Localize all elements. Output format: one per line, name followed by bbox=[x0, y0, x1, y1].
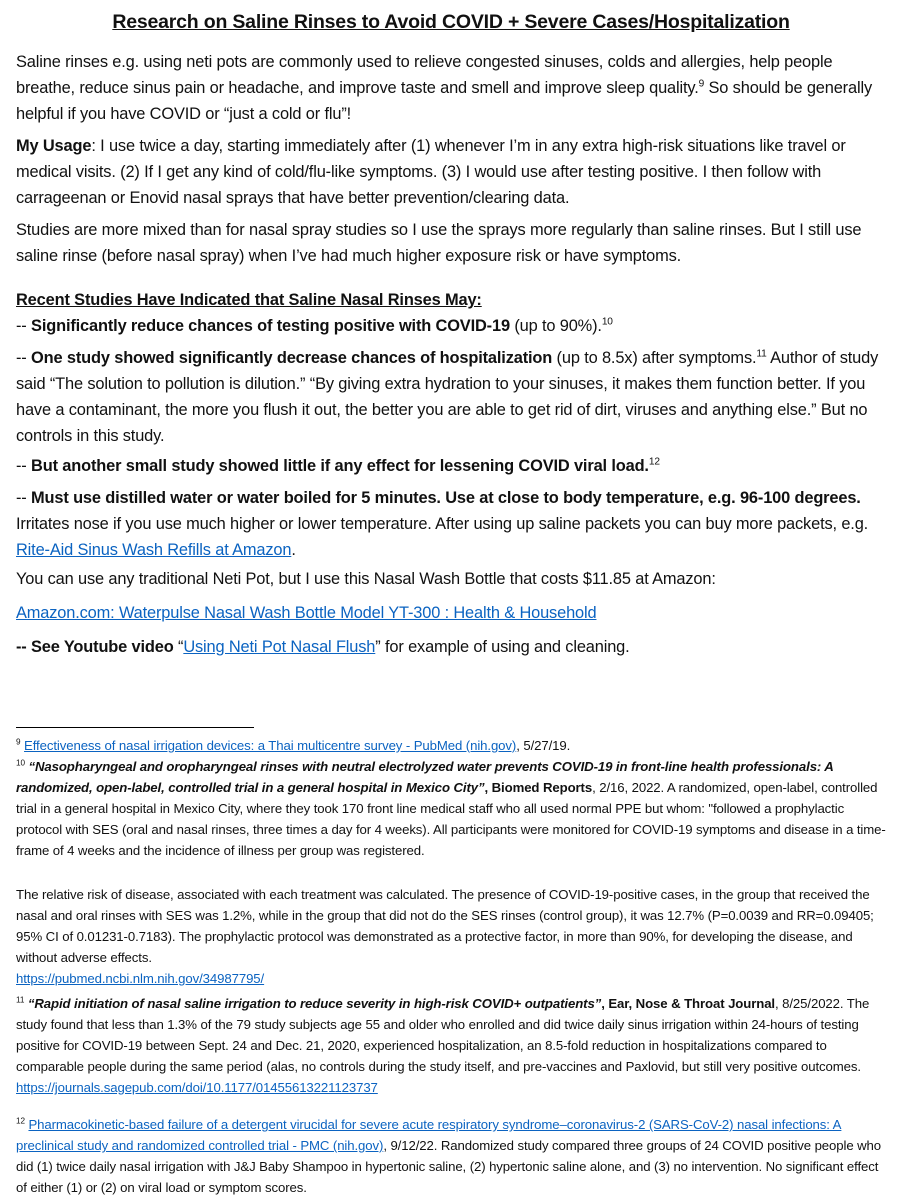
footnote-text: , 9/12/22. Randomized study compared three groups of 24 COVID positive people who did (1) twice daily nasal irrigation with J&J Baby Shampoo in hypertonic saline, (2) hypertonic saline alone, and (3) no intervention. No significant effect of either (1) or (2) on viral load or symptom scores. bbox=[16, 1138, 882, 1195]
bullet-end: . bbox=[291, 541, 296, 559]
footnote-number: 9 bbox=[16, 737, 21, 747]
bullet-text: (up to 90%). bbox=[509, 317, 602, 335]
footnote-title: “Rapid initiation of nasal saline irrigation to reduce severity in high-risk COVID+ outpatients” bbox=[24, 996, 602, 1011]
bullet-text: (up to 8.5x) after symptoms. bbox=[552, 349, 757, 367]
footnote-number: 12 bbox=[16, 1116, 25, 1126]
youtube-label: -- See Youtube video bbox=[16, 638, 174, 656]
footnote-separator bbox=[16, 727, 254, 728]
footnote-9-link[interactable]: Effectiveness of nasal irrigation devices: a Thai multicentre survey - PubMed (nih.gov) bbox=[24, 738, 517, 753]
sagepub-url-link[interactable]: https://journals.sagepub.com/doi/10.1177/01455613221123737 bbox=[16, 1080, 378, 1095]
study-bullet-2 bbox=[16, 345, 890, 449]
usage-label: My Usage bbox=[16, 137, 92, 155]
pubmed-url-link[interactable]: https://pubmed.ncbi.nlm.nih.gov/34987795/ bbox=[16, 971, 265, 986]
youtube-text: ” for example of using and cleaning. bbox=[375, 638, 630, 656]
footnote-number: 10 bbox=[16, 758, 25, 768]
footnote-10 bbox=[16, 756, 890, 861]
intro-paragraph bbox=[16, 49, 890, 127]
study-bullet-1 bbox=[16, 313, 890, 339]
bullet-text-2: Author of study said “The solution to pollution is dilution.” “By giving extra hydration to your sinuses, it makes them function better. If you have a contaminant, the more you flush it out, the better you are able to get rid of dirt, viruses and anything else.” But no controls in this study. bbox=[16, 349, 879, 445]
footnote-journal: , Ear, Nose & Throat Journal bbox=[601, 996, 775, 1011]
intro-text-2: So should be generally helpful if you have COVID or “just a cold or flu”! bbox=[16, 79, 872, 123]
bottle-link-paragraph bbox=[16, 600, 890, 626]
footnote-text: , 5/27/19. bbox=[516, 738, 571, 753]
intro-text: Saline rinses e.g. using neti pots are commonly used to relieve congested sinuses, colds and allergies, help people breathe, reduce sinus pain or headache, and improve taste and smell and improve sleep quality. bbox=[16, 53, 833, 97]
footnote-ref-12[interactable]: 12 bbox=[648, 456, 660, 468]
study-bullet-4 bbox=[16, 485, 890, 563]
footnote-ref-11[interactable]: 11 bbox=[756, 348, 767, 360]
footnote-ref-9[interactable]: 9 bbox=[698, 78, 705, 90]
footnote-9 bbox=[16, 735, 890, 756]
study-bullet-3 bbox=[16, 453, 890, 479]
footnote-12 bbox=[16, 1114, 890, 1198]
footnote-journal: , Biomed Reports bbox=[484, 780, 593, 795]
rite-aid-refills-link[interactable]: Rite-Aid Sinus Wash Refills at Amazon bbox=[16, 541, 292, 559]
quote: “ bbox=[173, 638, 184, 656]
footnote-10-para2 bbox=[16, 884, 890, 989]
dash: -- bbox=[16, 457, 32, 475]
bullet-bold: Must use distilled water or water boiled for 5 minutes. Use at close to body temperature, e.g. 96-100 degrees. bbox=[31, 489, 861, 507]
youtube-paragraph bbox=[16, 634, 890, 660]
bottle-paragraph: You can use any traditional Neti Pot, but I use this Nasal Wash Bottle that costs $11.85 at Amazon: bbox=[16, 570, 716, 588]
footnote-11 bbox=[16, 993, 890, 1098]
usage-text: : I use twice a day, starting immediately after (1) whenever I’m in any extra high-risk situations like travel or medical visits. (2) If I get any kind of cold/flu-like symptoms. (3) I would use after testing positive. I then follow with carrageenan or Enovid nasal sprays that have better prevention/clearing data. bbox=[16, 137, 846, 207]
usage-paragraph bbox=[16, 133, 890, 211]
bullet-bold: Significantly reduce chances of testing positive with COVID-19 bbox=[31, 317, 510, 335]
bullet-bold: But another small study showed little if any effect for lessening COVID viral load. bbox=[31, 457, 649, 475]
footnote-ref-10[interactable]: 10 bbox=[601, 316, 613, 328]
page-title: Research on Saline Rinses to Avoid COVID + Severe Cases/Hospitalization bbox=[112, 11, 790, 33]
neti-pot-video-link[interactable]: Using Neti Pot Nasal Flush bbox=[183, 638, 376, 656]
bullet-bold: One study showed significantly decrease chances of hospitalization bbox=[31, 349, 553, 367]
waterpulse-bottle-link[interactable]: Amazon.com: Waterpulse Nasal Wash Bottle Model YT-300 : Health & Household bbox=[16, 604, 597, 622]
dash: -- bbox=[16, 317, 32, 335]
footnote-12-link[interactable]: Pharmacokinetic-based failure of a detergent virucidal for severe acute respiratory syndrome–coronavirus-2 (SARS-CoV-2) nasal infections: A preclinical study and randomized controlled trial - PMC (nih.gov) bbox=[16, 1117, 842, 1153]
footnote-number: 11 bbox=[16, 995, 25, 1005]
footnote-text: The relative risk of disease, associated with each treatment was calculated. The presence of COVID-19-positive cases, in the group that received the nasal and oral rinses with SES was 1.2%, while in the group that did not do the SES rinses (control group), it was 12.7% (P=0.0039 and RR=0.09405; 95% CI of 0.01231-0.7183). The prophylactic protocol was demonstrated as a protective factor, in more than 90%, for developing the disease, and without adverse effects. bbox=[16, 887, 874, 965]
dash: -- bbox=[16, 489, 32, 507]
footnote-title: “Nasopharyngeal and oropharyngeal rinses with neutral electrolyzed water prevents COVID-19 in front-line health professionals: A randomized, open-label, controlled trial in a general hospital in Mexico City” bbox=[16, 759, 834, 795]
footnote-text: , 8/25/2022. The study found that less than 1.3% of the 79 study subjects age 55 and older who enrolled and did twice daily sinus irrigation within 24-hours of testing positive for COVID-19 between Sept. 24 and Dec. 21, 2020, experienced hospitalization, an 8.5-fold reduction in hospitalizations compared to comparable people during the same period (alas, no controls during the study itself, and pre-vaccines and Paxlovid, but still very positive outcomes. bbox=[16, 996, 870, 1074]
studies-heading bbox=[16, 287, 890, 313]
footnote-text: , 2/16, 2022. A randomized, open-label, controlled trial in a general hospital in Mexico City, where they took 170 front line medical staff who all used normal PPE but whom: "followed a prophylactic protocol with SES (oral and nasal rinses, three times a day for 4 weeks). All participants were monitored for COVID-19 symptoms and disease in a time-frame of 4 weeks and the incidence of illness per group was registered. bbox=[16, 780, 886, 858]
bullet-text: Irritates nose if you use much higher or lower temperature. After using up saline packets you can buy more packets, e.g. bbox=[16, 515, 869, 533]
dash: -- bbox=[16, 349, 32, 367]
mixed-paragraph: Studies are more mixed than for nasal spray studies so I use the sprays more regularly than saline rinses. But I still use saline rinse (before nasal spray) when I’ve had much higher exposure risk or have symptoms. bbox=[16, 221, 862, 265]
studies-heading-text: Recent Studies Have Indicated that Saline Nasal Rinses May: bbox=[16, 291, 482, 309]
